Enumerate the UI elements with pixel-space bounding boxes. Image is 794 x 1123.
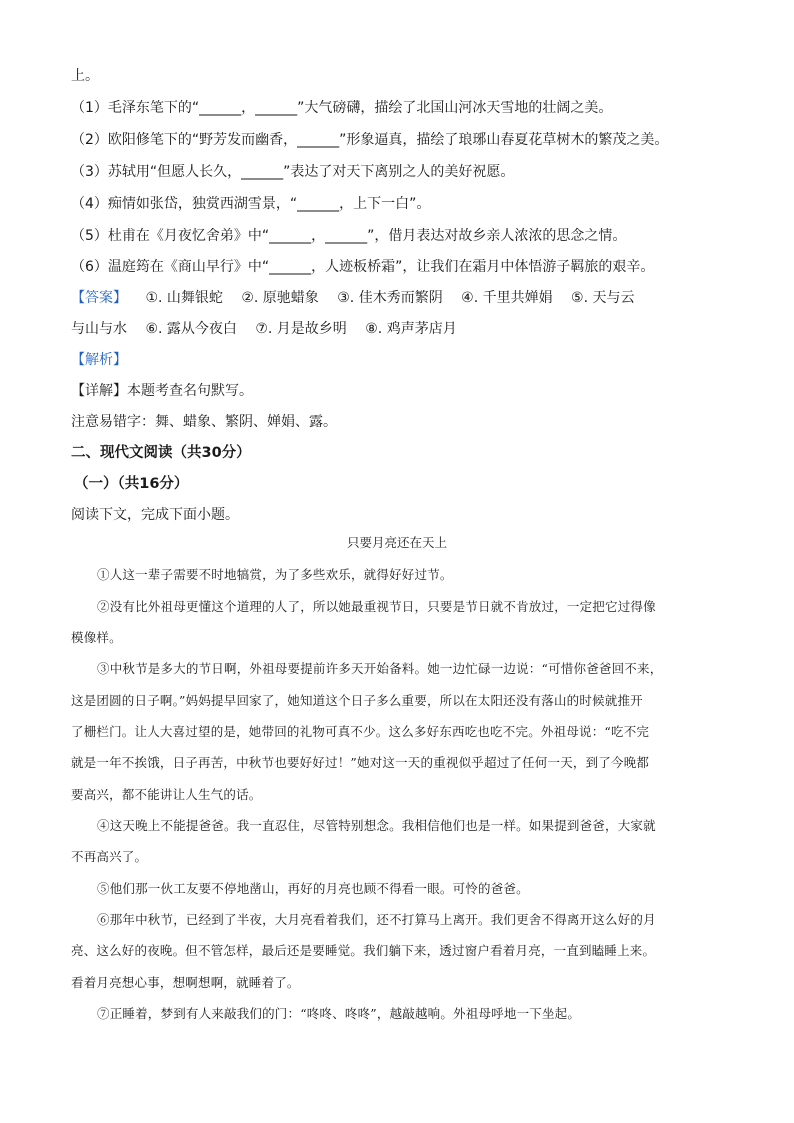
story-title: 只要月亮还在天上 (346, 535, 447, 550)
top-fragment: 上。 (71, 68, 99, 84)
analysis-label: 【解析】 (71, 352, 127, 368)
story-line: 就是一年不挨饿，日子再苦，中秋节也要好好过！”她对这一天的重视似乎超过了任何一天，到了今晚都 (71, 755, 650, 770)
answer-text-1: ①. 山舞银蛇 ②. 原驰蜡象 ③. 佳木秀而繁阴 ④. 千里共婵娟 ⑤. 天与云 (145, 290, 635, 306)
question-4: （4）痴情如张岱，独赏西湖雪景，“______，上下一白”。 (71, 196, 431, 212)
story-line: ⑦正睡着，梦到有人来敲我们的门：“咚咚、咚咚”，越敲越响。外祖母呼地一下坐起。 (97, 1006, 581, 1021)
reading-instruction: 阅读下文，完成下面小题。 (71, 507, 239, 523)
section-heading: 二、现代文阅读（共30分） (71, 445, 251, 461)
story-line: ①人这一辈子需要不时地犒赏，为了多些欢乐，就得好好过节。 (97, 567, 453, 582)
story-line: 要高兴，都不能讲让人生气的话。 (71, 787, 262, 802)
question-6: （6）温庭筠在《商山早行》中“______，人迹板桥霜”，让我们在霜月中体悟游子羁旅的艰辛。 (71, 259, 655, 275)
question-2: （2）欧阳修笔下的“野芳发而幽香，______”形象逼真，描绘了琅琊山春夏花草树木的繁茂之美。 (71, 132, 669, 148)
question-5: （5）杜甫在《月夜忆舍弟》中“______，______”，借月表达对故乡亲人浓浓的思念之情。 (71, 228, 627, 244)
story-line: ②没有比外祖母更懂这个道理的人了，所以她最重视节日，只要是节日就不肯放过，一定把它过得像 (97, 599, 656, 614)
story-line: ⑤他们那一伙工友要不停地凿山，再好的月亮也顾不得看一眼。可怜的爸爸。 (97, 881, 529, 896)
story-line: ④这天晚上不能提爸爸。我一直忍住，尽管特别想念。我相信他们也是一样。如果提到爸爸，大家就 (97, 818, 656, 833)
answer-line-1 (71, 288, 635, 308)
analysis-detail: 【详解】本题考查名句默写。 (71, 383, 253, 399)
story-line: 不再高兴了。 (71, 849, 148, 864)
story-line: ⑥那年中秋节，已经到了半夜，大月亮看着我们，还不打算马上离开。我们更舍不得离开这么好的月 (97, 912, 656, 927)
answer-line-2: 与山与水 ⑥. 露从今夜白 ⑦. 月是故乡明 ⑧. 鸡声茅店月 (71, 321, 457, 337)
story-line: ③中秋节是多大的节日啊，外祖母要提前许多天开始备料。她一边忙碌一边说：“可惜你爸爸回不来， (97, 661, 663, 676)
story-line: 这是团圆的日子啊。”妈妈提早回家了，她知道这个日子多么重要，所以在太阳还没有落山的时候就推开 (71, 693, 643, 708)
story-line: 看着月亮想心事，想啊想啊，就睡着了。 (71, 975, 300, 990)
subsection-heading: （一）（共16分） (74, 476, 189, 492)
analysis-note: 注意易错字：舞、蜡象、繁阴、婵娟、露。 (71, 414, 337, 430)
story-line: 了栅栏门。让人大喜过望的是，她带回的礼物可真不少。这么多好东西吃也吃不完。外祖母说：“吃不完 (71, 724, 650, 739)
story-line: 亮、这么好的夜晚。但不管怎样，最后还是要睡觉。我们躺下来，透过窗户看着月亮，一直到瞌睡上来。 (71, 943, 656, 958)
answer-label: 【答案】 (71, 290, 127, 306)
story-line: 模像样。 (71, 630, 122, 645)
question-3: （3）苏轼用“但愿人长久，______”表达了对天下离别之人的美好祝愿。 (71, 164, 515, 180)
question-1: （1）毛泽东笔下的“______，______”大气磅礴，描绘了北国山河冰天雪地的壮阔之美。 (71, 100, 613, 116)
